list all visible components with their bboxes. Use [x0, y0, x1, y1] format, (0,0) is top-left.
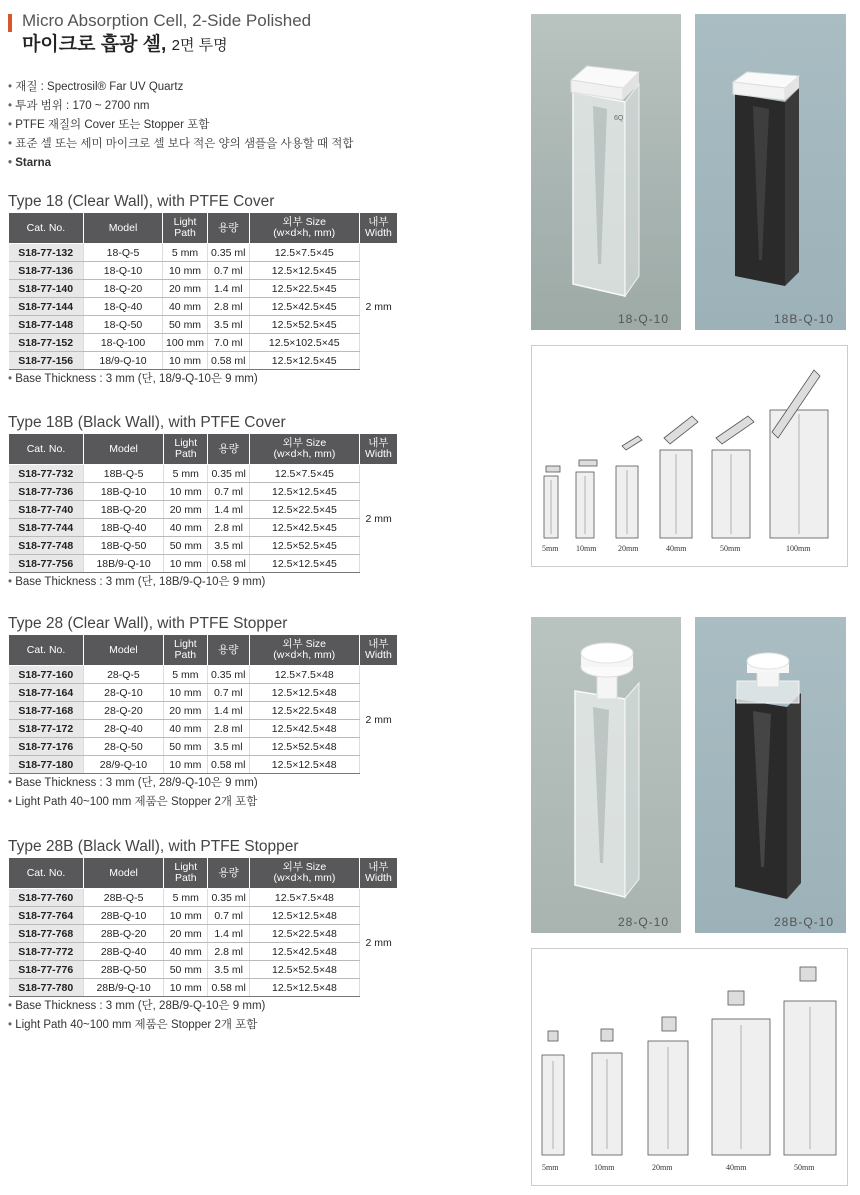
col-width [359, 635, 397, 666]
cell-volume: 0.58 ml [208, 555, 250, 573]
cell-light-path: 10 mm [163, 262, 208, 280]
black-cell-cover-illustration [695, 14, 846, 330]
col-cat: Cat. No. [9, 635, 84, 666]
cell-volume: 3.5 ml [208, 537, 250, 555]
spec-section [8, 838, 398, 1035]
cell-light-path: 40 mm [164, 943, 208, 961]
cell-cat-no: S18-77-780 [9, 979, 84, 997]
col-cat: Cat. No. [9, 858, 84, 889]
cell-light-path: 20 mm [164, 501, 208, 519]
cell-model: 18/9-Q-10 [83, 352, 162, 370]
cell-light-path: 50 mm [164, 961, 208, 979]
cell-model: 18B-Q-50 [83, 537, 163, 555]
cell-light-path: 20 mm [163, 280, 208, 298]
col-size [249, 213, 359, 244]
col-width-line1: 내부 [368, 638, 389, 650]
col-light-path-line1: Light [173, 216, 197, 228]
cell-volume: 0.58 ml [207, 352, 249, 370]
section-note: • Light Path 40~100 mm 제품은 Stopper 2개 포함 [8, 793, 398, 812]
cover-diagram-label-100mm: 100mm [786, 544, 811, 553]
table-row [9, 280, 398, 298]
col-width [359, 858, 397, 889]
table-row [9, 666, 398, 684]
cover-diagram-label-50mm: 50mm [720, 544, 741, 553]
cell-model: 18-Q-10 [83, 262, 162, 280]
cell-volume: 0.7 ml [207, 684, 249, 702]
stopper-diagram-label-5mm: 5mm [542, 1163, 559, 1172]
cell-volume: 0.35 ml [207, 244, 249, 262]
cell-cat-no: S18-77-176 [9, 738, 84, 756]
cell-light-path: 20 mm [163, 702, 207, 720]
clear-cell-stopper-illustration [531, 617, 681, 933]
feature-cover: • PTFE 재질의 Cover 또는 Stopper 포함 [8, 116, 354, 135]
section-note: • Base Thickness : 3 mm (단, 28B/9-Q-10은 9 mm) [8, 997, 398, 1016]
feature-list [8, 78, 354, 173]
cell-model: 18-Q-5 [83, 244, 162, 262]
col-width-line2: Width [364, 227, 392, 239]
cell-light-path: 10 mm [164, 907, 208, 925]
col-size-line2: (w×d×h, mm) [273, 649, 336, 661]
cell-light-path: 5 mm [164, 465, 208, 483]
table-row [9, 925, 398, 943]
title-english: Micro Absorption Cell, 2-Side Polished [22, 11, 312, 30]
cell-volume: 3.5 ml [207, 738, 249, 756]
cell-light-path: 20 mm [164, 925, 208, 943]
feature-usage: • 표준 셀 또는 세미 마이크로 셀 보다 적은 양의 샘플을 사용할 때 적합 [8, 135, 354, 154]
cell-inner-width: 2 mm [365, 512, 392, 525]
cell-size: 12.5×52.5×45 [249, 316, 359, 334]
cell-size: 12.5×12.5×45 [249, 352, 359, 370]
cell-size: 12.5×7.5×45 [249, 244, 359, 262]
cell-cat-no: S18-77-756 [9, 555, 84, 573]
table-row [9, 244, 398, 262]
table-row [9, 684, 398, 702]
table-header-row [9, 434, 398, 465]
feature-material: • 재질 : Spectrosil® Far UV Quartz [8, 78, 354, 97]
diagram-stopper-sizes [531, 948, 848, 1186]
cell-volume: 2.8 ml [208, 943, 250, 961]
cell-light-path: 5 mm [163, 666, 207, 684]
cell-volume: 1.4 ml [208, 925, 250, 943]
cell-model: 28B-Q-40 [83, 943, 163, 961]
cell-size: 12.5×52.5×48 [250, 961, 360, 979]
col-size-line2: (w×d×h, mm) [273, 448, 336, 460]
feature-brand: • Starna [8, 154, 354, 173]
table-row [9, 943, 398, 961]
col-cat: Cat. No. [9, 213, 84, 244]
cell-volume: 3.5 ml [208, 961, 250, 979]
col-size [250, 858, 360, 889]
cell-cat-no: S18-77-132 [9, 244, 84, 262]
cell-model: 28-Q-5 [84, 666, 164, 684]
table-row [9, 298, 398, 316]
table-row [9, 465, 398, 483]
stopper-diagram-label-20mm: 20mm [652, 1163, 673, 1172]
cell-volume: 1.4 ml [207, 280, 249, 298]
cell-volume: 0.58 ml [208, 979, 250, 997]
section-note: • Base Thickness : 3 mm (단, 18/9-Q-10은 9 mm) [8, 370, 398, 389]
cell-model: 28/9-Q-10 [84, 756, 164, 774]
cell-size: 12.5×102.5×45 [249, 334, 359, 352]
photo-caption-18b-q-10: 18B-Q-10 [773, 312, 834, 326]
cell-model: 18-Q-20 [83, 280, 162, 298]
cell-model: 28B-Q-50 [83, 961, 163, 979]
photo-caption-18-q-10: 18-Q-10 [617, 312, 669, 326]
col-size [249, 635, 359, 666]
photo-caption-28b-q-10: 28B-Q-10 [773, 915, 834, 929]
col-volume: 용량 [207, 213, 249, 244]
title-korean-sub: 2면 투명 [171, 37, 228, 54]
cell-cat-no: S18-77-732 [9, 465, 84, 483]
cell-light-path: 10 mm [163, 352, 208, 370]
cell-size: 12.5×7.5×48 [249, 666, 359, 684]
col-size-line1: 외부 Size [282, 437, 327, 449]
col-size-line1: 외부 Size [282, 861, 327, 873]
table-row [9, 483, 398, 501]
table-row [9, 555, 398, 573]
table-header-row [9, 635, 398, 666]
cell-size: 12.5×42.5×45 [249, 298, 359, 316]
table-row [9, 352, 398, 370]
page-header [8, 10, 311, 59]
col-model: Model [83, 434, 163, 465]
cell-cat-no: S18-77-772 [9, 943, 84, 961]
cell-inner-width: 2 mm [365, 300, 392, 313]
col-size-line2: (w×d×h, mm) [273, 872, 336, 884]
cell-size: 12.5×12.5×45 [250, 555, 360, 573]
black-cell-stopper-illustration [695, 617, 846, 933]
table-row [9, 720, 398, 738]
cell-cat-no: S18-77-740 [9, 501, 84, 519]
cell-volume: 3.5 ml [207, 316, 249, 334]
cell-light-path: 10 mm [163, 756, 207, 774]
cell-model: 18-Q-50 [83, 316, 162, 334]
cell-volume: 0.7 ml [208, 483, 250, 501]
cell-volume: 0.35 ml [208, 889, 250, 907]
cell-size: 12.5×12.5×48 [250, 907, 360, 925]
stopper-diagram-label-40mm: 40mm [726, 1163, 747, 1172]
cell-model: 28-Q-50 [84, 738, 164, 756]
col-width-line1: 내부 [368, 437, 389, 449]
col-size-line2: (w×d×h, mm) [273, 227, 336, 239]
cell-size: 12.5×12.5×45 [250, 483, 360, 501]
table-row [9, 961, 398, 979]
table-row [9, 501, 398, 519]
cell-model: 18B/9-Q-10 [83, 555, 163, 573]
cell-light-path: 5 mm [164, 889, 208, 907]
cell-volume: 0.35 ml [207, 666, 249, 684]
col-light-path-line2: Path [174, 448, 197, 460]
cover-diagram-label-40mm: 40mm [666, 544, 687, 553]
cell-mark-6q: 6Q [614, 115, 624, 122]
cell-model: 28B-Q-10 [83, 907, 163, 925]
spec-section [8, 414, 398, 592]
col-size-line1: 외부 Size [282, 216, 327, 228]
table-row [9, 702, 398, 720]
cell-size: 12.5×22.5×45 [250, 501, 360, 519]
cell-volume: 2.8 ml [207, 720, 249, 738]
cover-diagram-label-5mm: 5mm [542, 544, 559, 553]
feature-range: • 투과 범위 : 170 ~ 2700 nm [8, 97, 354, 116]
spec-table [8, 212, 398, 370]
col-volume: 용량 [208, 858, 250, 889]
table-row [9, 262, 398, 280]
col-width [359, 434, 397, 465]
title-korean-main: 마이크로 흡광 셀, [22, 34, 167, 55]
photo-28b-q-10 [695, 617, 846, 933]
table-row [9, 519, 398, 537]
col-volume: 용량 [207, 635, 249, 666]
col-light-path-line2: Path [174, 227, 196, 239]
cell-size: 12.5×22.5×48 [250, 925, 360, 943]
cell-size: 12.5×12.5×48 [250, 979, 360, 997]
diagram-cover-sizes [531, 345, 848, 567]
table-row [9, 889, 398, 907]
cell-model: 28-Q-10 [84, 684, 164, 702]
cell-volume: 7.0 ml [207, 334, 249, 352]
col-width-line1: 내부 [368, 216, 389, 228]
table-row [9, 979, 398, 997]
cell-volume: 0.35 ml [208, 465, 250, 483]
col-width-line2: Width [364, 649, 392, 661]
col-light-path-line1: Light [174, 861, 198, 873]
col-light-path [164, 434, 208, 465]
table-row [9, 907, 398, 925]
spec-section [8, 193, 398, 389]
cell-model: 18-Q-100 [83, 334, 162, 352]
cell-light-path: 50 mm [163, 316, 208, 334]
cell-cat-no: S18-77-180 [9, 756, 84, 774]
col-model: Model [84, 635, 164, 666]
cell-inner-width: 2 mm [365, 936, 392, 949]
spec-table [8, 634, 398, 774]
cover-cells-drawing [532, 346, 847, 566]
spec-table [8, 857, 398, 997]
table-header-row [9, 858, 398, 889]
table-row [9, 738, 398, 756]
cell-size: 12.5×7.5×48 [250, 889, 360, 907]
cover-diagram-label-20mm: 20mm [618, 544, 639, 553]
cell-cat-no: S18-77-164 [9, 684, 84, 702]
cell-cat-no: S18-77-160 [9, 666, 84, 684]
cell-volume: 2.8 ml [207, 298, 249, 316]
table-row [9, 334, 398, 352]
cell-inner-width: 2 mm [365, 713, 392, 726]
cell-cat-no: S18-77-764 [9, 907, 84, 925]
cell-volume: 2.8 ml [208, 519, 250, 537]
photo-18b-q-10 [695, 14, 846, 330]
cell-light-path: 10 mm [164, 483, 208, 501]
col-width [359, 213, 397, 244]
cell-cat-no: S18-77-144 [9, 298, 84, 316]
cell-volume: 0.58 ml [207, 756, 249, 774]
col-size [250, 434, 360, 465]
cell-light-path: 50 mm [163, 738, 207, 756]
cell-light-path: 100 mm [163, 334, 208, 352]
stopper-diagram-label-10mm: 10mm [594, 1163, 615, 1172]
spec-section [8, 615, 398, 812]
cell-model: 18-Q-40 [83, 298, 162, 316]
col-width-line2: Width [364, 448, 392, 460]
cell-volume: 0.7 ml [207, 262, 249, 280]
table-header-row [9, 213, 398, 244]
cell-model: 18B-Q-5 [83, 465, 163, 483]
cell-model: 28B/9-Q-10 [83, 979, 163, 997]
stopper-cells-drawing [532, 949, 847, 1185]
col-light-path-line2: Path [174, 872, 197, 884]
cell-light-path: 50 mm [164, 537, 208, 555]
cell-cat-no: S18-77-736 [9, 483, 84, 501]
cell-cat-no: S18-77-168 [9, 702, 84, 720]
col-cat: Cat. No. [9, 434, 84, 465]
cell-size: 12.5×22.5×45 [249, 280, 359, 298]
cell-size: 12.5×12.5×45 [249, 262, 359, 280]
cell-light-path: 40 mm [164, 519, 208, 537]
cell-light-path: 5 mm [163, 244, 208, 262]
col-size-line1: 외부 Size [282, 638, 326, 650]
cell-light-path: 10 mm [164, 979, 208, 997]
cell-model: 28B-Q-5 [83, 889, 163, 907]
cell-size: 12.5×52.5×45 [250, 537, 360, 555]
cell-size: 12.5×52.5×48 [249, 738, 359, 756]
cell-cat-no: S18-77-152 [9, 334, 84, 352]
section-note: • Base Thickness : 3 mm (단, 28/9-Q-10은 9 mm) [8, 774, 398, 793]
cell-cat-no: S18-77-140 [9, 280, 84, 298]
col-width-line2: Width [364, 872, 392, 884]
photo-28-q-10 [531, 617, 681, 933]
cell-model: 28B-Q-20 [83, 925, 163, 943]
accent-bar [8, 14, 12, 32]
col-light-path-line1: Light [173, 638, 197, 650]
cell-size: 12.5×7.5×45 [250, 465, 360, 483]
cell-cat-no: S18-77-156 [9, 352, 84, 370]
cell-volume: 0.7 ml [208, 907, 250, 925]
table-row [9, 756, 398, 774]
section-note: • Base Thickness : 3 mm (단, 18B/9-Q-10은 9 mm) [8, 573, 398, 592]
section-title: Type 28B (Black Wall), with PTFE Stopper [8, 838, 299, 855]
cell-light-path: 40 mm [163, 298, 208, 316]
photo-caption-28-q-10: 28-Q-10 [617, 915, 669, 929]
cell-size: 12.5×22.5×48 [249, 702, 359, 720]
cell-cat-no: S18-77-760 [9, 889, 84, 907]
cell-volume: 1.4 ml [207, 702, 249, 720]
cell-cat-no: S18-77-744 [9, 519, 84, 537]
col-light-path-line1: Light [174, 437, 198, 449]
col-light-path [163, 213, 208, 244]
col-light-path [164, 858, 208, 889]
cell-cat-no: S18-77-776 [9, 961, 84, 979]
cell-light-path: 10 mm [163, 684, 207, 702]
spec-table [8, 433, 398, 573]
cell-cat-no: S18-77-148 [9, 316, 84, 334]
cell-size: 12.5×12.5×48 [249, 756, 359, 774]
stopper-diagram-label-50mm: 50mm [794, 1163, 815, 1172]
cell-cat-no: S18-77-172 [9, 720, 84, 738]
col-light-path-line2: Path [174, 649, 197, 661]
section-title: Type 18B (Black Wall), with PTFE Cover [8, 414, 286, 431]
cell-cat-no: S18-77-136 [9, 262, 84, 280]
cell-size: 12.5×42.5×48 [249, 720, 359, 738]
cell-size: 12.5×12.5×48 [249, 684, 359, 702]
col-model: Model [83, 213, 162, 244]
cell-light-path: 10 mm [164, 555, 208, 573]
col-volume: 용량 [208, 434, 250, 465]
cell-size: 12.5×42.5×45 [250, 519, 360, 537]
col-width-line1: 내부 [368, 861, 389, 873]
cell-model: 28-Q-40 [84, 720, 164, 738]
table-row [9, 316, 398, 334]
cell-size: 12.5×42.5×48 [250, 943, 360, 961]
cell-model: 18B-Q-20 [83, 501, 163, 519]
col-model: Model [83, 858, 163, 889]
title-korean [22, 32, 311, 59]
cell-cat-no: S18-77-748 [9, 537, 84, 555]
col-light-path [163, 635, 207, 666]
section-title: Type 28 (Clear Wall), with PTFE Stopper [8, 615, 288, 632]
clear-cell-cover-illustration [531, 14, 681, 330]
cell-cat-no: S18-77-768 [9, 925, 84, 943]
cell-light-path: 40 mm [163, 720, 207, 738]
cell-model: 28-Q-20 [84, 702, 164, 720]
section-note: • Light Path 40~100 mm 제품은 Stopper 2개 포함 [8, 1016, 398, 1035]
table-row [9, 537, 398, 555]
section-title: Type 18 (Clear Wall), with PTFE Cover [8, 193, 275, 210]
cell-volume: 1.4 ml [208, 501, 250, 519]
cell-model: 18B-Q-40 [83, 519, 163, 537]
cell-model: 18B-Q-10 [83, 483, 163, 501]
cover-diagram-label-10mm: 10mm [576, 544, 597, 553]
photo-18-q-10 [531, 14, 681, 330]
